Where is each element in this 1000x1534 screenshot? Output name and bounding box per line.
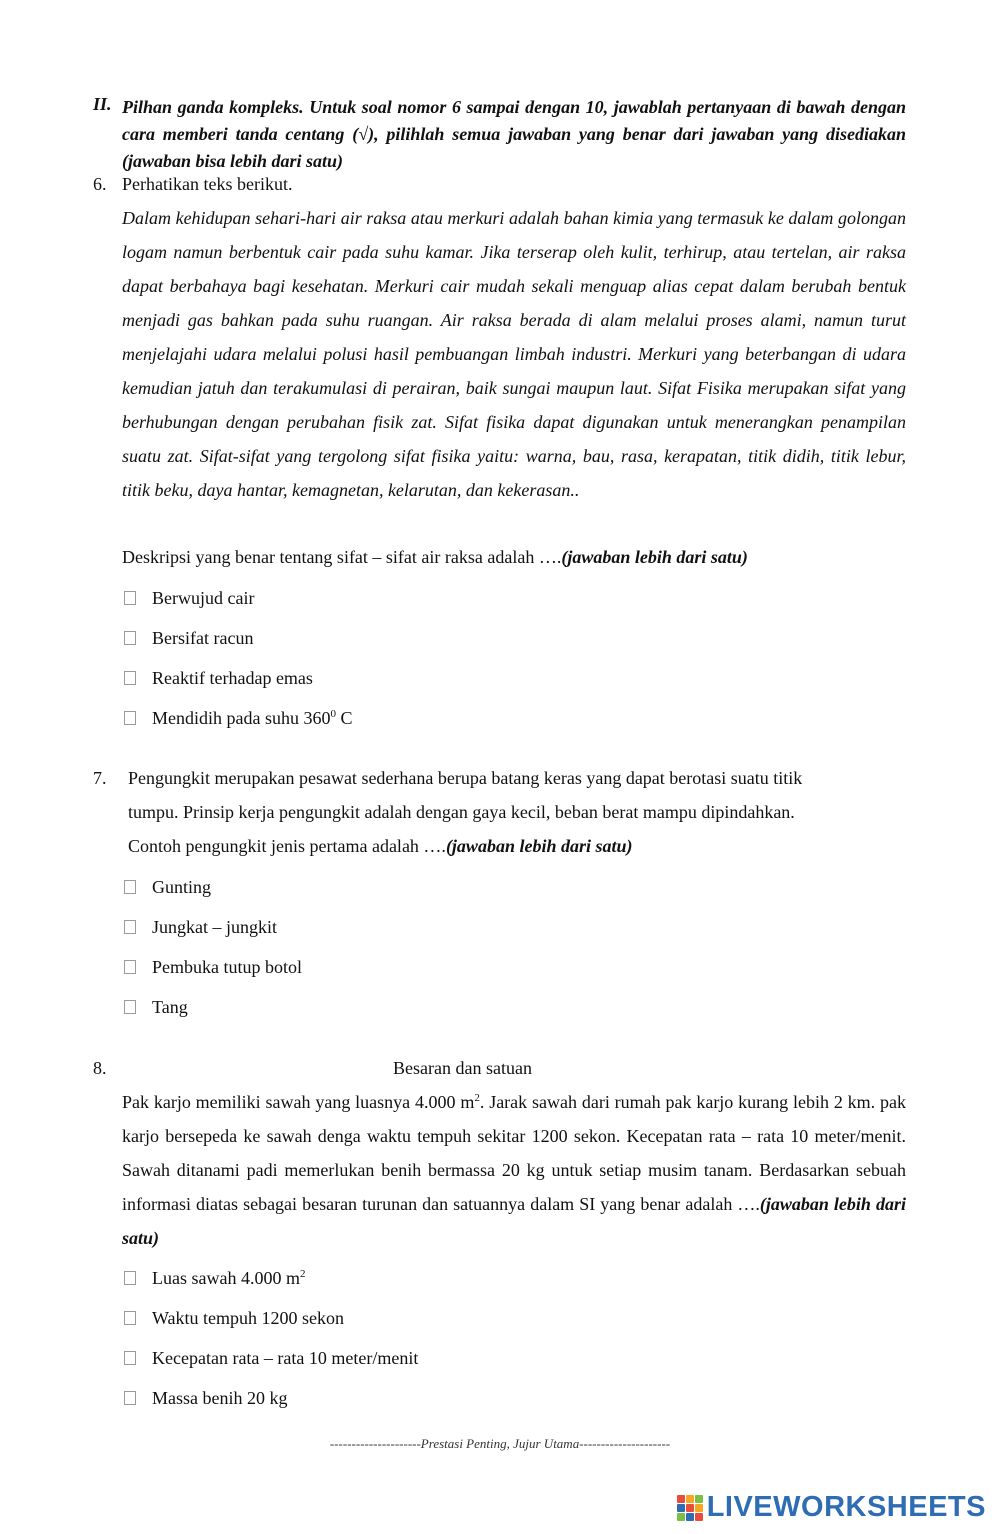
q6-option-3[interactable] — [124, 666, 313, 690]
q6-option-4[interactable] — [124, 706, 353, 730]
checkbox[interactable] — [124, 671, 136, 685]
q7-option-3[interactable] — [124, 955, 302, 979]
checkbox[interactable] — [124, 1391, 136, 1405]
q8-number: 8. — [93, 1058, 107, 1078]
q6-intro: Perhatikan teks berikut. — [122, 174, 293, 194]
option-label: Pembuka tutup botol — [152, 957, 302, 977]
checkbox[interactable] — [124, 591, 136, 605]
q6-number: 6. — [93, 174, 107, 194]
q8-option-1[interactable] — [124, 1266, 305, 1290]
liveworksheets-logo[interactable] — [677, 1491, 986, 1524]
checkbox[interactable] — [124, 711, 136, 725]
brand-name: LIVEWORKSHEETS — [706, 1491, 986, 1523]
checkbox[interactable] — [124, 631, 136, 645]
logo-grid-icon — [677, 1495, 703, 1521]
checkbox[interactable] — [124, 880, 136, 894]
option-label: Berwujud cair — [152, 588, 255, 608]
q7-question-text: Contoh pengungkit jenis pertama adalah …. — [128, 836, 446, 856]
checkbox[interactable] — [124, 920, 136, 934]
checkbox[interactable] — [124, 1351, 136, 1365]
q6-option-2[interactable] — [124, 626, 253, 650]
q6-question — [122, 547, 748, 568]
q8-question-note: (jawaban lebih dari satu) — [122, 1194, 906, 1248]
checkbox[interactable] — [124, 1311, 136, 1325]
option-label: Bersifat racun — [152, 628, 254, 648]
option-label: Jungkat – jungkit — [152, 917, 277, 937]
q8-option-4[interactable] — [124, 1386, 287, 1410]
option-label: Reaktif terhadap emas — [152, 668, 313, 688]
q6-question-note: (jawaban lebih dari satu) — [561, 547, 748, 567]
checkbox[interactable] — [124, 1000, 136, 1014]
q6-option-1[interactable] — [124, 586, 254, 610]
option-label: Waktu tempuh 1200 sekon — [152, 1308, 345, 1328]
q7-question-note: (jawaban lebih dari satu) — [445, 836, 633, 856]
section-number: II. — [93, 94, 112, 114]
q7-line-1: Pengungkit merupakan pesawat sederhana berupa batang keras yang dapat berotasi suatu titik — [128, 768, 803, 788]
q8-heading: Besaran dan satuan — [393, 1058, 532, 1078]
section-instruction: Pilhan ganda kompleks. Untuk soal nomor 6 sampai dengan 10, jawablah pertanyaan di bawah dengan cara memberi tanda centang (√), pilihlah semua jawaban yang benar dari jawaban yang disediakan (jawaban bisa lebih dari satu) — [122, 97, 906, 171]
option-label: Luas sawah 4.000 $m^2$ — [152, 1268, 306, 1288]
option-label: Tang — [152, 997, 188, 1017]
option-label: Massa benih 20 kg — [152, 1388, 288, 1408]
q8-passage: Pak karjo memiliki sawah yang luasnya 4.000 $m^2$. Jarak sawah dari rumah pak karjo kurang lebih 2 km. pak karjo bersepeda ke sawah denga waktu tempuh sekitar 1200 sekon. Kecepatan rata – rata 10 meter/menit. Sawah ditanami padi memerlukan benih bermassa 20 kg untuk setiap musim tanam. Berdasarkan sebuah informasi diatas sebagai besaran turunan dan satuannya dalam SI yang benar adalah ….(jawaban lebih dari satu) — [122, 1092, 906, 1248]
q7-line-2: tumpu. Prinsip kerja pengungkit adalah dengan gaya kecil, beban berat mampu dipindahkan. — [128, 802, 795, 822]
q6-question-text: Deskripsi yang benar tentang sifat – sifat air raksa adalah …. — [122, 547, 562, 567]
option-label: Kecepatan rata – rata 10 meter/menit — [152, 1348, 419, 1368]
page-footer-motto: ---------------------Prestasi Penting, Jujur Utama--------------------- — [329, 1436, 671, 1451]
q6-passage: Dalam kehidupan sehari-hari air raksa atau merkuri adalah bahan kimia yang termasuk ke dalam golongan logam namun berbentuk cair pada suhu kamar. Jika terserap oleh kulit, terhirup, atau tertelan, air raksa dapat berbahaya bagi kesehatan. Merkuri cair mudah sekali menguap alias cepat dalam berubah bentuk menjadi gas bahkan pada suhu ruangan. Air raksa berada di alam melalui proses alami, namun turut menjelajahi udara melalui polusi hasil pembuangan limbah industri. Merkuri yang beterbangan di udara kemudian jatuh dan terakumulasi di perairan, baik sungai maupun laut. Sifat Fisika merupakan sifat yang berhubungan dengan perubahan fisik zat. Sifat fisika dapat digunakan untuk menerangkan penampilan suatu zat. Sifat-sifat yang tergolong sifat fisika yaitu: warna, bau, rasa, kerapatan, titik didih, titik lebur, titik beku, daya hantar, kemagnetan, kelarutan, dan kekerasan.. — [122, 208, 906, 500]
q7-option-2[interactable] — [124, 915, 277, 939]
checkbox[interactable] — [124, 960, 136, 974]
q7-option-1[interactable] — [124, 875, 211, 899]
q7-number: 7. — [93, 768, 107, 788]
q7-question — [128, 836, 632, 857]
option-label: Gunting — [152, 877, 212, 897]
q8-option-2[interactable] — [124, 1306, 344, 1330]
q8-option-3[interactable] — [124, 1346, 418, 1370]
q7-option-4[interactable] — [124, 995, 188, 1019]
option-label: Mendidih pada suhu $360^0$ C — [152, 708, 353, 728]
checkbox[interactable] — [124, 1271, 136, 1285]
